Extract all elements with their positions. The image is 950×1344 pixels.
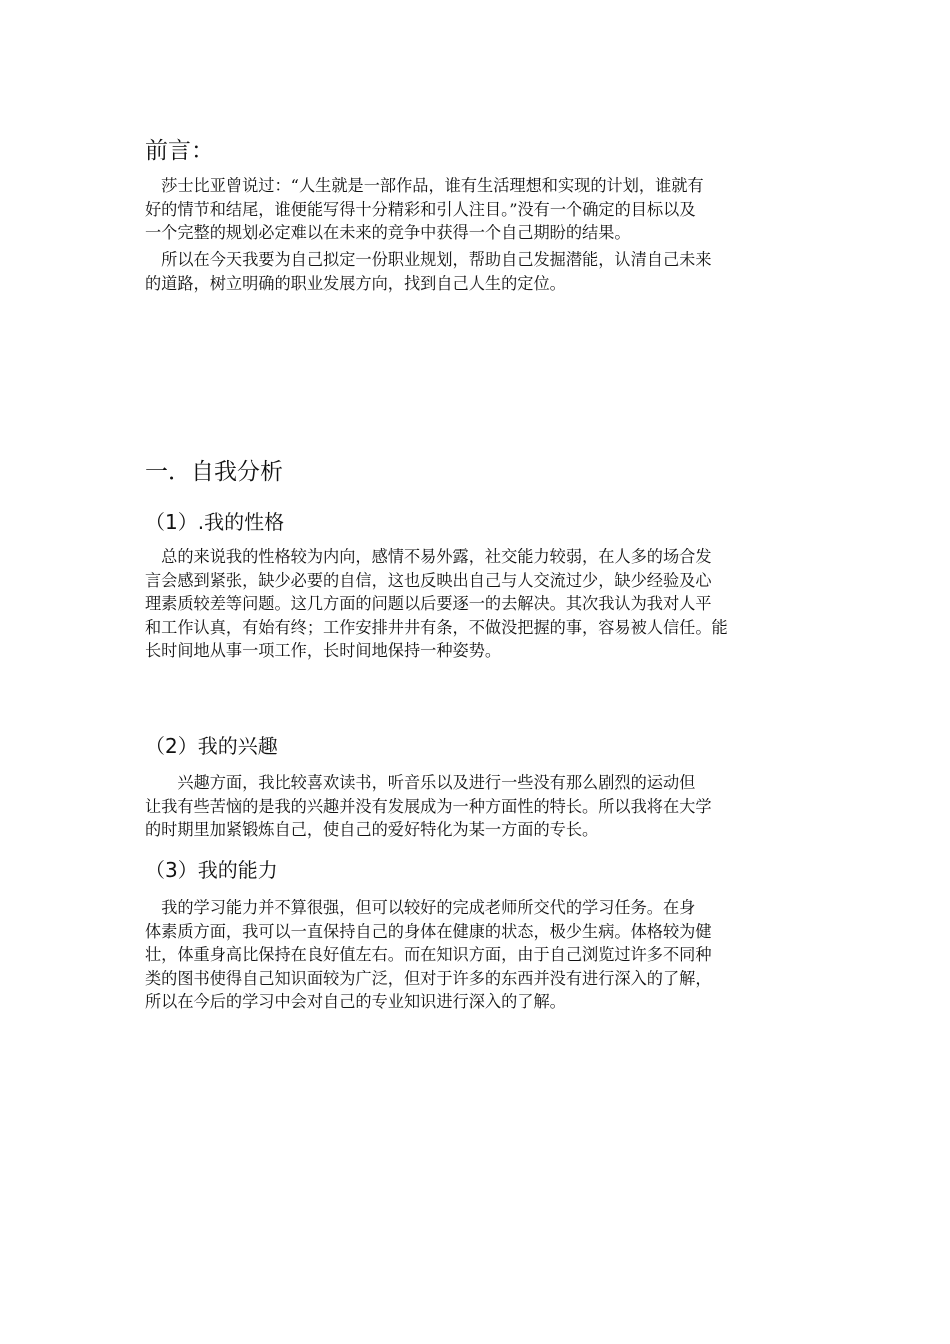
- preface-p1-line-1: 莎士比亚曾说过：“人生就是一部作品，谁有生活理想和实现的计划，谁就有: [145, 176, 704, 195]
- interests-line-1: 兴趣方面，我比较喜欢读书，听音乐以及进行一些没有那么剧烈的运动但: [145, 773, 696, 792]
- subheading-interests: （2）我的兴趣: [145, 734, 278, 758]
- preface-heading: 前言：: [145, 138, 214, 164]
- interests-paragraph: [145, 771, 810, 842]
- abilities-line-1: 我的学习能力并不算很强，但可以较好的完成老师所交代的学习任务。在身: [145, 898, 696, 917]
- abilities-paragraph: [145, 896, 810, 1014]
- preface-paragraph-1: [145, 174, 810, 245]
- section-heading-self-analysis: 一．自我分析: [145, 459, 283, 485]
- preface-p1-line-2: 好的情节和结尾，谁便能写得十分精彩和引人注目。”没有一个确定的目标以及: [145, 199, 696, 219]
- preface-p2-line-1: 所以在今天我要为自己拟定一份职业规划，帮助自己发掘潜能，认清自己未来: [145, 250, 712, 269]
- abilities-line-4: 类的图书使得自己知识面较为广泛，但对于许多的东西并没有进行深入的了解，: [145, 968, 712, 988]
- interests-line-2: 让我有些苦恼的是我的兴趣并没有发展成为一种方面性的特长。所以我将在大学: [145, 796, 712, 816]
- personality-paragraph: [145, 545, 810, 663]
- preface-p1-line-3: 一个完整的规划必定难以在未来的竞争中获得一个自己期盼的结果。: [145, 223, 631, 242]
- personality-line-4: 和工作认真，有始有终；工作安排井井有条，不做没把握的事，容易被人信任。能: [145, 617, 728, 637]
- abilities-line-3: 壮，体重身高比保持在良好值左右。而在知识方面，由于自己浏览过许多不同种: [145, 945, 712, 964]
- subheading-personality: （1）.我的性格: [145, 510, 285, 534]
- personality-line-1: 总的来说我的性格较为内向，感情不易外露，社交能力较弱，在人多的场合发: [145, 547, 712, 566]
- abilities-line-2: 体素质方面，我可以一直保持自己的身体在健康的状态，极少生病。体格较为健: [145, 921, 712, 941]
- personality-line-5: 长时间地从事一项工作，长时间地保持一种姿势。: [145, 641, 502, 660]
- preface-paragraph-2: [145, 248, 810, 295]
- subheading-abilities: （3）我的能力: [145, 858, 278, 882]
- personality-line-3: 理素质较差等问题。这几方面的问题以后要逐一的去解决。其次我认为我对人平: [145, 594, 712, 613]
- abilities-line-5: 所以在今后的学习中会对自己的专业知识进行深入的了解。: [145, 992, 566, 1011]
- preface-p2-line-2: 的道路，树立明确的职业发展方向，找到自己人生的定位。: [145, 273, 566, 293]
- interests-line-3: 的时期里加紧锻炼自己，使自己的爱好特化为某一方面的专长。: [145, 820, 599, 839]
- personality-line-2: 言会感到紧张，缺少必要的自信，这也反映出自己与人交流过少，缺少经验及心: [145, 570, 712, 590]
